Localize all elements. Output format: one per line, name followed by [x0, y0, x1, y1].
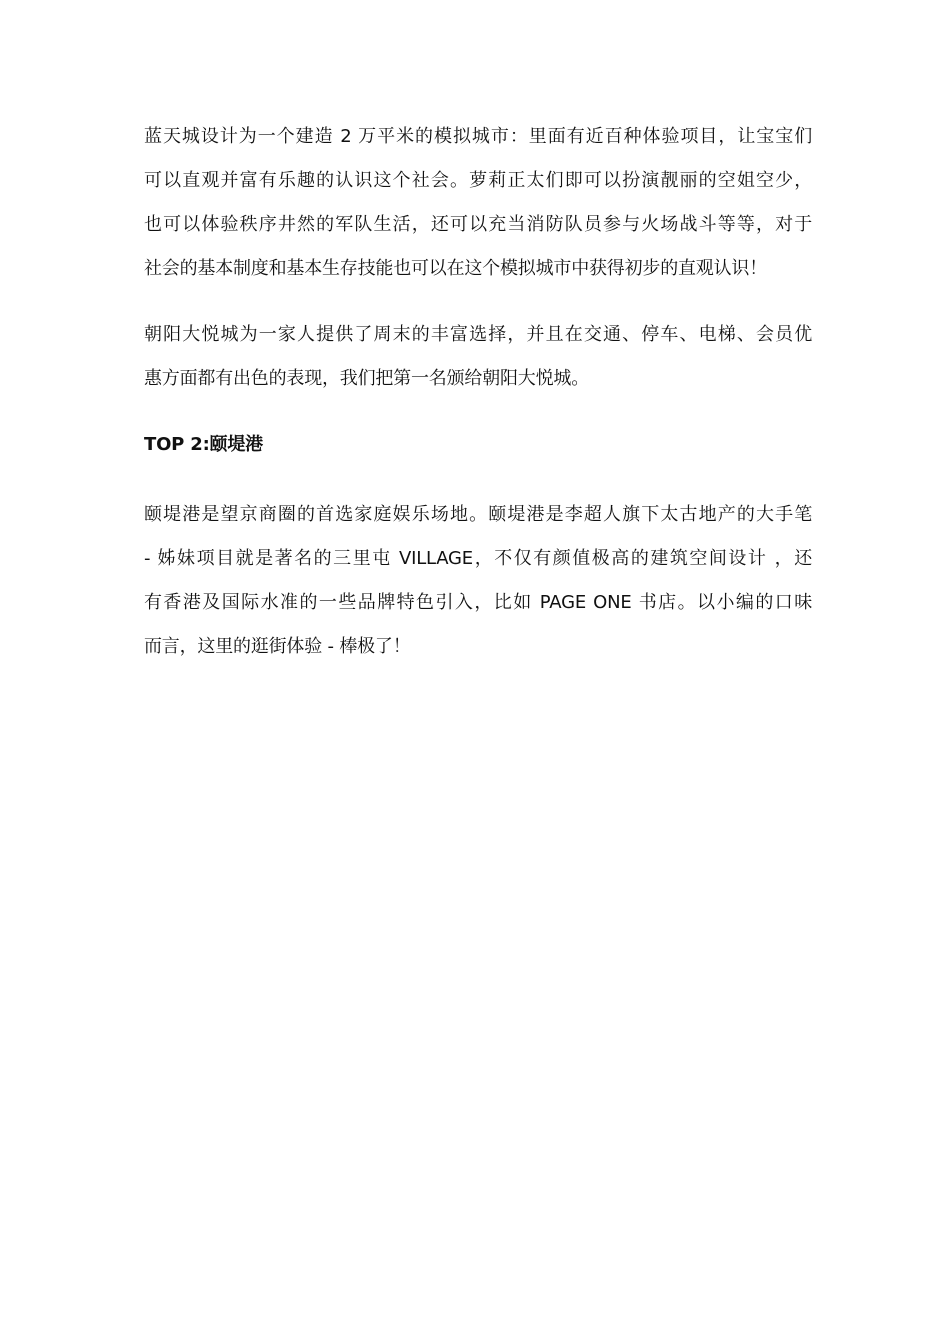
text-line: 社会的基本制度和基本生存技能也可以在这个模拟城市中获得初步的直观认识！ — [144, 258, 767, 279]
section-heading: TOP 2:颐堤港 — [144, 434, 263, 455]
text-line: 颐堤港是望京商圈的首选家庭娱乐场地。颐堤港是李超人旗下太古地产的大手笔 — [144, 504, 812, 525]
paragraph-blue-sky-city — [144, 115, 812, 291]
text-line: 有香港及国际水准的一些品牌特色引入，比如 PAGE ONE 书店。以小编的口味 — [144, 592, 812, 613]
text-line: 朝阳大悦城为一家人提供了周末的丰富选择，并且在交通、停车、电梯、会员优 — [144, 324, 812, 345]
text-line: - 姊妹项目就是著名的三里屯 VILLAGE，不仅有颜值极高的建筑空间设计 ，还 — [144, 548, 812, 569]
text-line: 惠方面都有出色的表现，我们把第一名颁给朝阳大悦城。 — [144, 368, 589, 389]
text-line: 可以直观并富有乐趣的认识这个社会。萝莉正太们即可以扮演靓丽的空姐空少， — [144, 170, 812, 191]
document-body — [144, 115, 812, 691]
text-line: 也可以体验秩序井然的军队生活，还可以充当消防队员参与火场战斗等等，对于 — [144, 214, 812, 235]
paragraph-indigo — [144, 493, 812, 669]
paragraph-joy-city — [144, 313, 812, 401]
text-line: 蓝天城设计为一个建造 2 万平米的模拟城市：里面有近百种体验项目，让宝宝们 — [144, 126, 812, 147]
text-line: 而言，这里的逛街体验 - 棒极了！ — [144, 636, 411, 657]
